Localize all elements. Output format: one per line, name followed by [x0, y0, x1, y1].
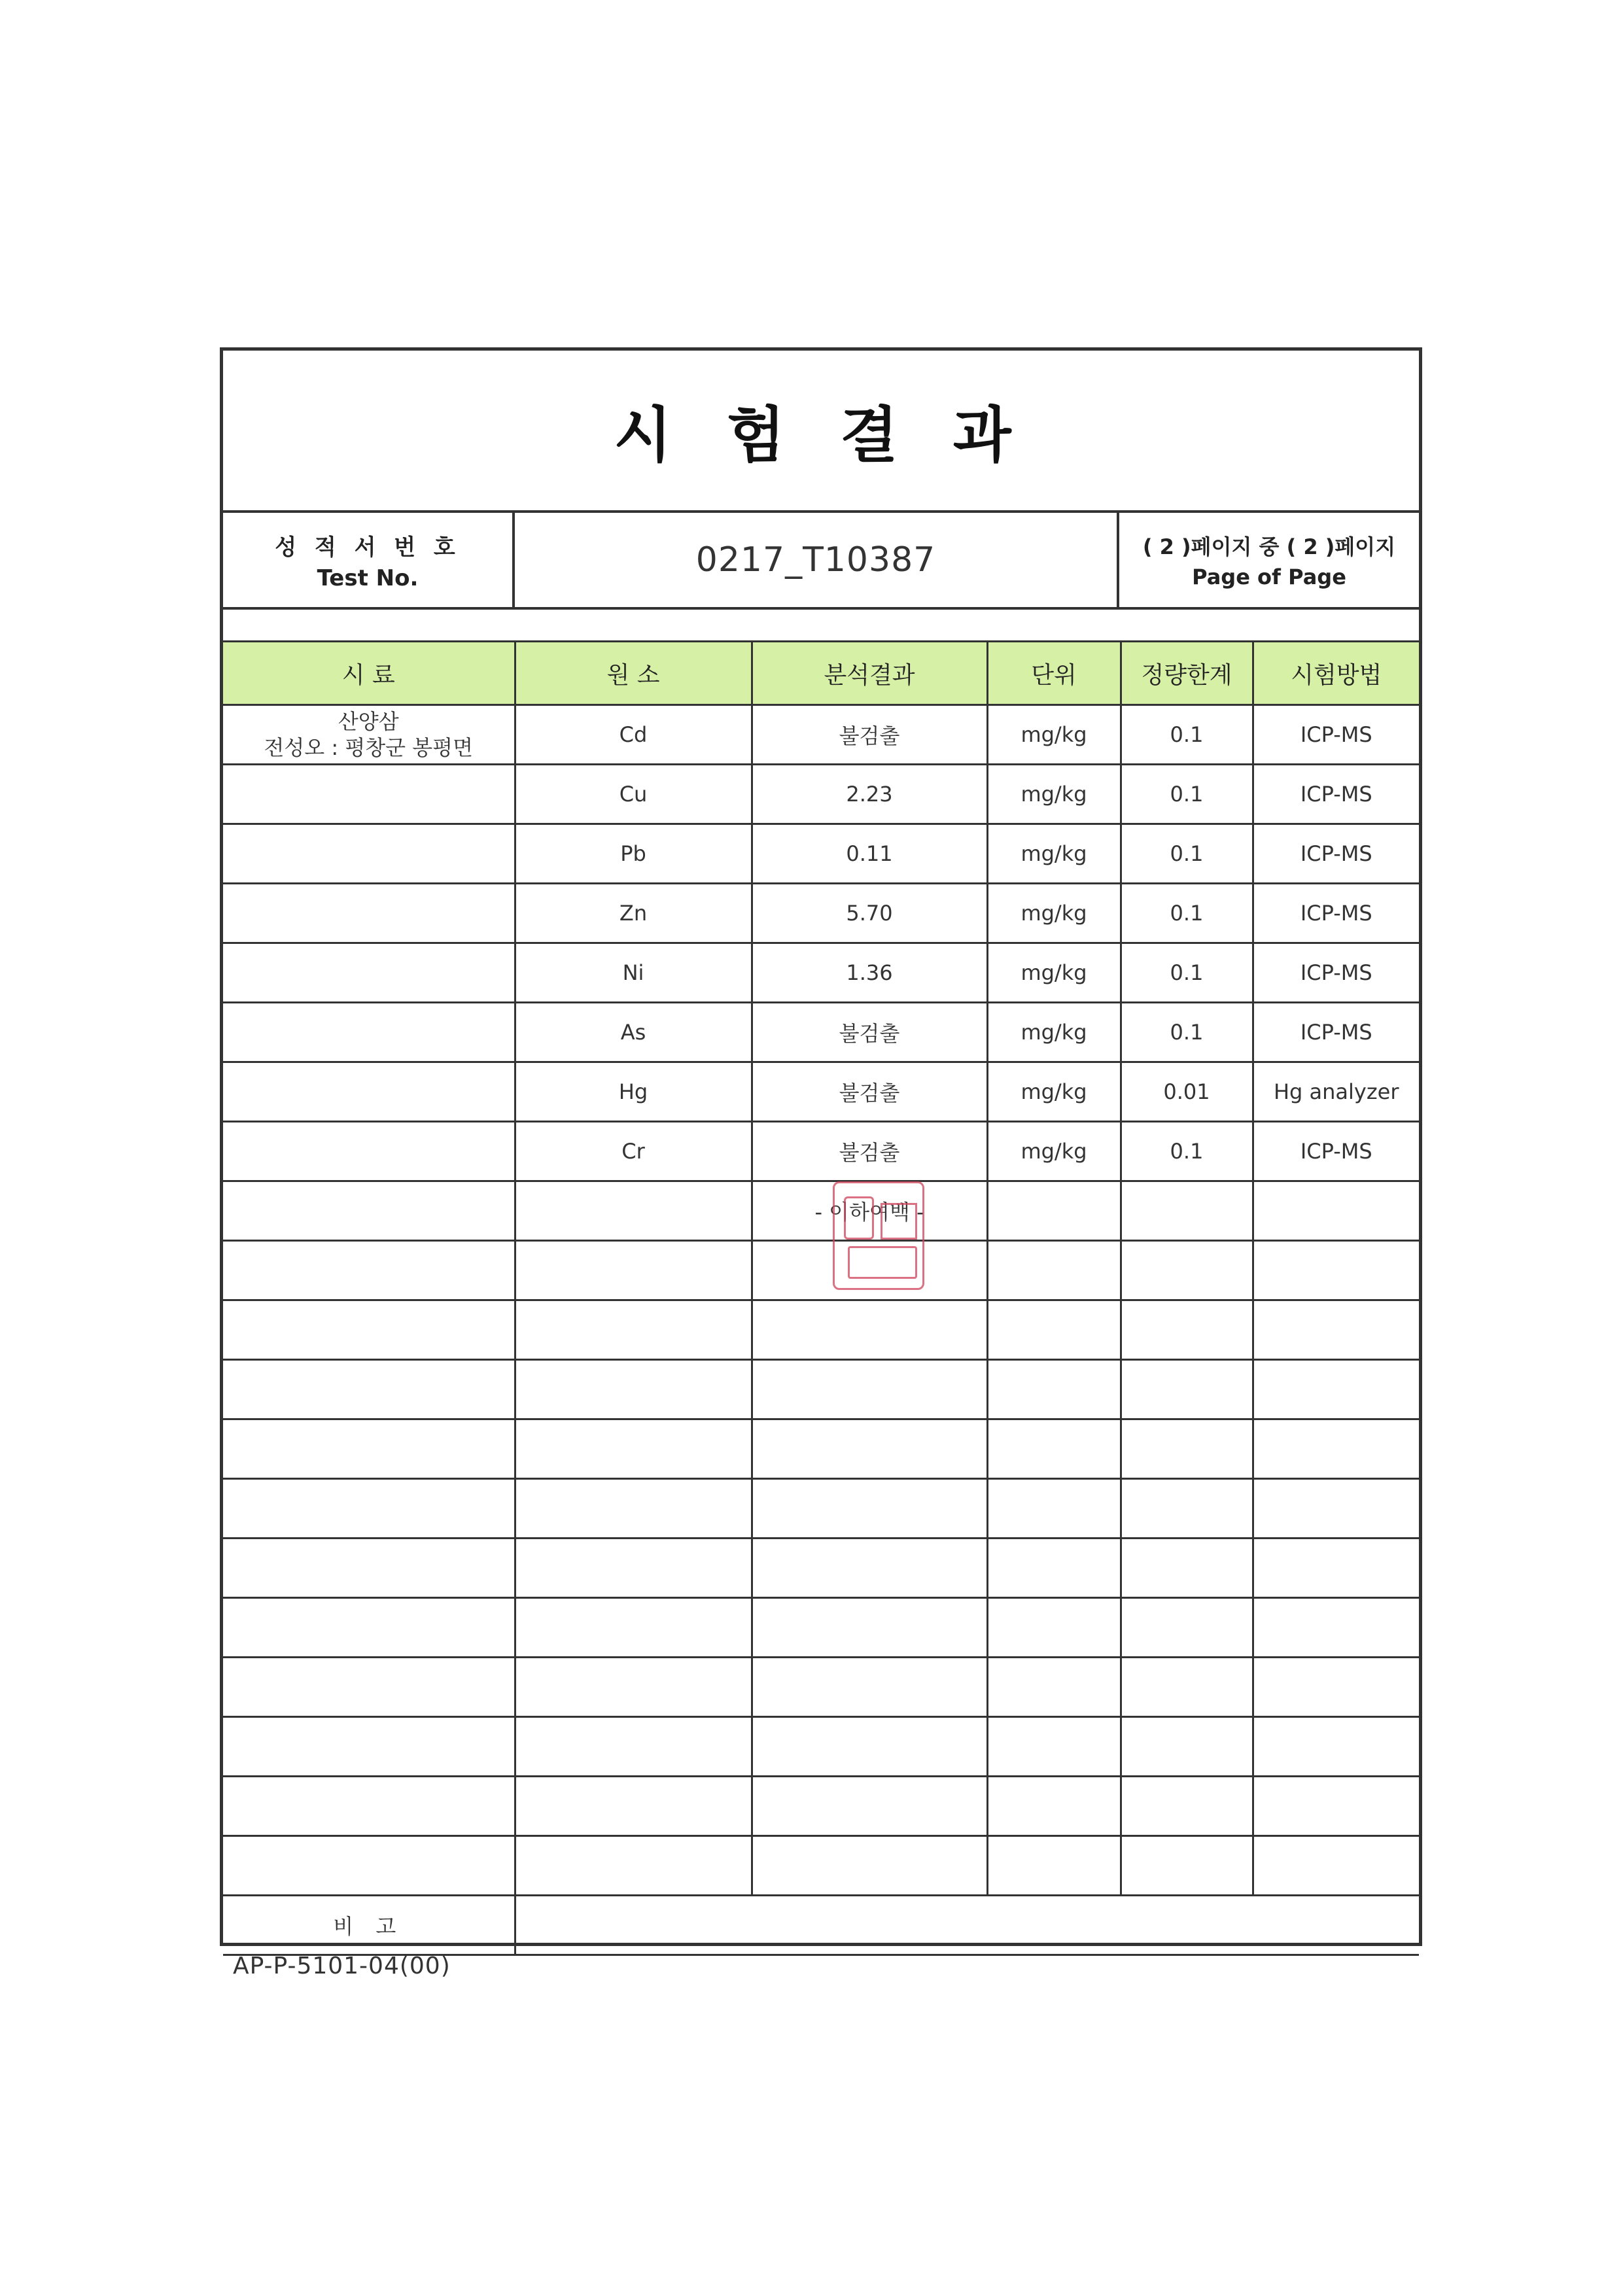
table-row: [223, 824, 1419, 884]
element-cell: Hg: [515, 1062, 752, 1122]
loq-cell: 0.1: [1121, 1003, 1253, 1062]
unit-cell: mg/kg: [987, 1003, 1121, 1062]
result-cell: 불검출: [752, 1003, 987, 1062]
table-row: [223, 943, 1419, 1003]
table-row: [223, 1777, 1419, 1836]
blank-note: - 이하여백 -: [752, 1181, 987, 1241]
remarks-value: [515, 1896, 1419, 1955]
method-cell: ICP-MS: [1253, 943, 1419, 1003]
element-cell: Cu: [515, 765, 752, 824]
loq-cell: 0.1: [1121, 884, 1253, 943]
page-count-ko: ( 2 )페이지 중 ( 2 )페이지: [1142, 534, 1396, 559]
sample-cell: [223, 1003, 515, 1062]
unit-cell: [987, 1181, 1121, 1241]
element-cell: Cr: [515, 1122, 752, 1181]
table-row: [223, 1717, 1419, 1777]
page-title: 시 험 결 과: [614, 400, 1028, 470]
table-row: [223, 1360, 1419, 1419]
table-row: [223, 1181, 1419, 1241]
sample-cell: [223, 1122, 515, 1181]
table-row: [223, 1003, 1419, 1062]
element-cell: Pb: [515, 824, 752, 884]
table-row: [223, 1419, 1419, 1479]
unit-cell: mg/kg: [987, 884, 1121, 943]
loq-cell: [1121, 1181, 1253, 1241]
sample-cell: [223, 705, 515, 765]
method-cell: ICP-MS: [1253, 884, 1419, 943]
sample-cell: [223, 1062, 515, 1122]
unit-cell: mg/kg: [987, 705, 1121, 765]
table-row: [223, 1241, 1419, 1300]
loq-cell: 0.1: [1121, 1122, 1253, 1181]
test-no-value: 0217_T10387: [695, 540, 936, 580]
loq-cell: 0.1: [1121, 705, 1253, 765]
loq-cell: 0.1: [1121, 943, 1253, 1003]
sample-cell: [223, 884, 515, 943]
element-cell: [515, 1181, 752, 1241]
element-cell: As: [515, 1003, 752, 1062]
sample-cell: [223, 943, 515, 1003]
unit-cell: mg/kg: [987, 824, 1121, 884]
results-table: [223, 642, 1419, 1956]
sample-cell: [223, 1181, 515, 1241]
sample-name: 산양삼: [338, 709, 399, 734]
table-row: [223, 1062, 1419, 1122]
page-count-cell: [1119, 513, 1419, 607]
table-header-row: [223, 642, 1419, 705]
element-cell: Cd: [515, 705, 752, 765]
loq-cell: 0.1: [1121, 765, 1253, 824]
col-header-result: 분석결과: [752, 642, 987, 705]
table-row: [223, 884, 1419, 943]
result-cell: 불검출: [752, 1122, 987, 1181]
table-row: [223, 1300, 1419, 1360]
method-cell: ICP-MS: [1253, 1122, 1419, 1181]
result-cell: 1.36: [752, 943, 987, 1003]
sample-cell: [223, 824, 515, 884]
title-row: [223, 351, 1419, 513]
unit-cell: mg/kg: [987, 1122, 1121, 1181]
table-row: [223, 1479, 1419, 1539]
report-header: [223, 513, 1419, 610]
remarks-label: 비 고: [223, 1896, 515, 1955]
test-no-label-en: Test No.: [317, 565, 419, 591]
method-cell: ICP-MS: [1253, 1003, 1419, 1062]
result-cell: 불검출: [752, 705, 987, 765]
page-count-en: Page of Page: [1192, 565, 1346, 589]
col-header-loq: 정량한계: [1121, 642, 1253, 705]
result-cell: 2.23: [752, 765, 987, 824]
unit-cell: mg/kg: [987, 765, 1121, 824]
element-cell: Zn: [515, 884, 752, 943]
sample-cell: [223, 765, 515, 824]
seal-stamp-icon: [833, 1181, 924, 1290]
col-header-element: 원 소: [515, 642, 752, 705]
spacer-row: [223, 610, 1419, 642]
col-header-sample: 시 료: [223, 642, 515, 705]
test-no-label-cell: [223, 513, 515, 607]
table-row: [223, 765, 1419, 824]
col-header-unit: 단위: [987, 642, 1121, 705]
test-result-sheet: [220, 347, 1422, 1946]
table-row: [223, 1598, 1419, 1658]
table-row: [223, 705, 1419, 765]
method-cell: ICP-MS: [1253, 705, 1419, 765]
method-cell: ICP-MS: [1253, 824, 1419, 884]
method-cell: ICP-MS: [1253, 765, 1419, 824]
loq-cell: 0.01: [1121, 1062, 1253, 1122]
test-no-value-cell: [515, 513, 1119, 607]
unit-cell: mg/kg: [987, 943, 1121, 1003]
table-row: [223, 1658, 1419, 1717]
method-cell: Hg analyzer: [1253, 1062, 1419, 1122]
form-code: AP-P-5101-04(00): [233, 1953, 451, 1979]
remarks-row: [223, 1896, 1419, 1955]
table-row: [223, 1122, 1419, 1181]
unit-cell: mg/kg: [987, 1062, 1121, 1122]
element-cell: Ni: [515, 943, 752, 1003]
table-row: [223, 1836, 1419, 1896]
method-cell: [1253, 1181, 1419, 1241]
result-cell: 0.11: [752, 824, 987, 884]
result-cell: 5.70: [752, 884, 987, 943]
loq-cell: 0.1: [1121, 824, 1253, 884]
test-no-label-ko: 성 적 서 번 호: [275, 534, 461, 561]
sample-location: 전성오 : 평창군 봉평면: [264, 735, 473, 760]
col-header-method: 시험방법: [1253, 642, 1419, 705]
table-row: [223, 1539, 1419, 1598]
result-cell: 불검출: [752, 1062, 987, 1122]
